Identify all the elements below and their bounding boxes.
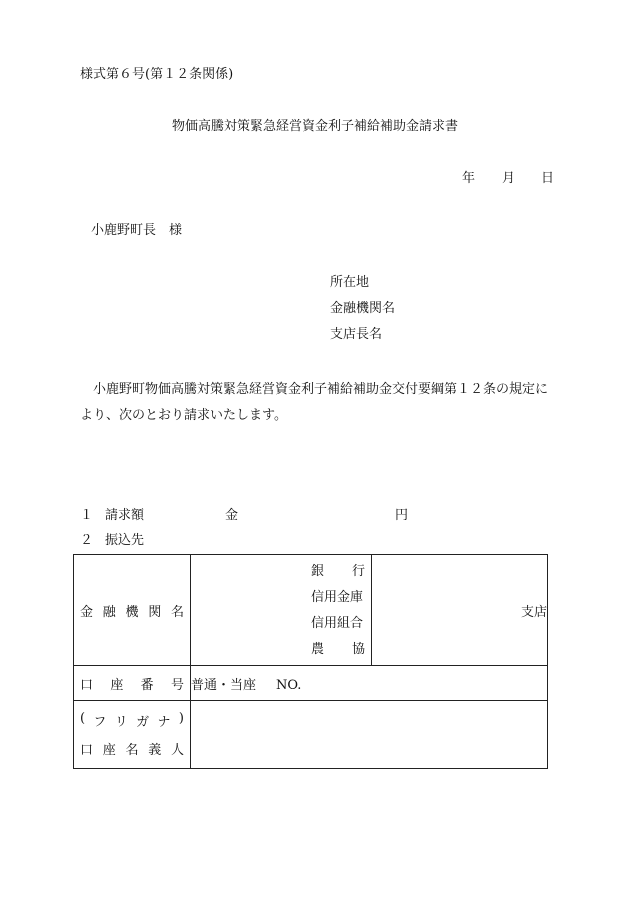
branch-cell[interactable] — [372, 555, 548, 666]
header-char: 金 — [80, 604, 94, 620]
account-holder-cell[interactable] — [191, 701, 548, 769]
header-char: フ — [93, 715, 107, 730]
header-char: 号 — [170, 677, 184, 693]
header-char: ) — [178, 711, 184, 726]
bank-type-char: 農 — [311, 642, 325, 657]
form-number: 様式第６号(第１２条関係) — [80, 67, 234, 82]
header-char: リ — [114, 715, 128, 730]
bank-type-shinyo-kinko — [311, 585, 365, 611]
institution-header-cell — [74, 555, 191, 666]
header-char: ( — [80, 711, 86, 726]
header-char: 口 — [80, 677, 94, 693]
item2-label: 振込先 — [105, 533, 145, 548]
account-no-label: NO. — [276, 677, 302, 693]
account-number-header — [74, 674, 190, 693]
header-char: ガ — [136, 715, 150, 730]
header-char: 名 — [170, 604, 184, 620]
account-type: 普通・当座 — [191, 677, 257, 693]
amount-kin-label: 金 — [225, 508, 239, 523]
header-char: ナ — [157, 715, 171, 730]
branch-suffix: 支店 — [520, 604, 547, 620]
bank-type-list — [191, 555, 371, 665]
bank-type-ginko — [311, 559, 365, 585]
bank-type-label: 信用組合 — [311, 616, 364, 631]
item2-number: ２ — [80, 533, 94, 548]
header-char: 義 — [148, 743, 162, 758]
address-label: 所在地 — [330, 275, 370, 290]
header-char: 番 — [140, 677, 154, 693]
transfer-destination-table — [73, 554, 548, 769]
bank-type-cell[interactable] — [191, 555, 372, 666]
header-char: 機 — [125, 604, 139, 620]
header-char: 関 — [148, 604, 162, 620]
item1-label: 請求額 — [105, 508, 145, 523]
account-number-header-cell — [74, 666, 191, 701]
bank-type-nokyo — [311, 637, 365, 663]
furigana-header — [74, 711, 190, 730]
branch-manager-label: 支店長名 — [330, 327, 383, 342]
account-number-cell[interactable] — [191, 666, 548, 701]
date-day-label: 日 — [541, 171, 555, 186]
document-title: 物価高騰対策緊急経営資金利子補給補助金請求書 — [171, 119, 458, 134]
header-char: 人 — [170, 743, 184, 758]
request-body-text: 小鹿野町物価高騰対策緊急経営資金利子補給補助金交付要綱第１２条の規定により、次のとおり請求いたします。 — [80, 382, 549, 423]
addressee: 小鹿野町長 様 — [91, 223, 183, 238]
bank-type-char: 銀 — [311, 564, 325, 579]
item1-number: １ — [80, 508, 94, 523]
institution-header — [74, 601, 190, 620]
bank-type-char: 行 — [351, 564, 365, 579]
bank-type-label: 信用金庫 — [311, 590, 364, 605]
account-holder-header-cell — [74, 701, 191, 769]
amount-yen-label: 円 — [395, 508, 409, 523]
header-char: 座 — [110, 677, 124, 693]
header-char: 名 — [125, 743, 139, 758]
account-holder-header — [74, 739, 190, 758]
header-char: 融 — [102, 604, 116, 620]
bank-type-shinyo-kumiai — [311, 611, 365, 637]
date-year-label: 年 — [462, 171, 476, 186]
header-char: 口 — [80, 743, 94, 758]
header-char: 座 — [102, 743, 116, 758]
date-month-label: 月 — [502, 171, 516, 186]
institution-name-label: 金融機関名 — [330, 301, 396, 316]
bank-type-char: 協 — [351, 642, 365, 657]
